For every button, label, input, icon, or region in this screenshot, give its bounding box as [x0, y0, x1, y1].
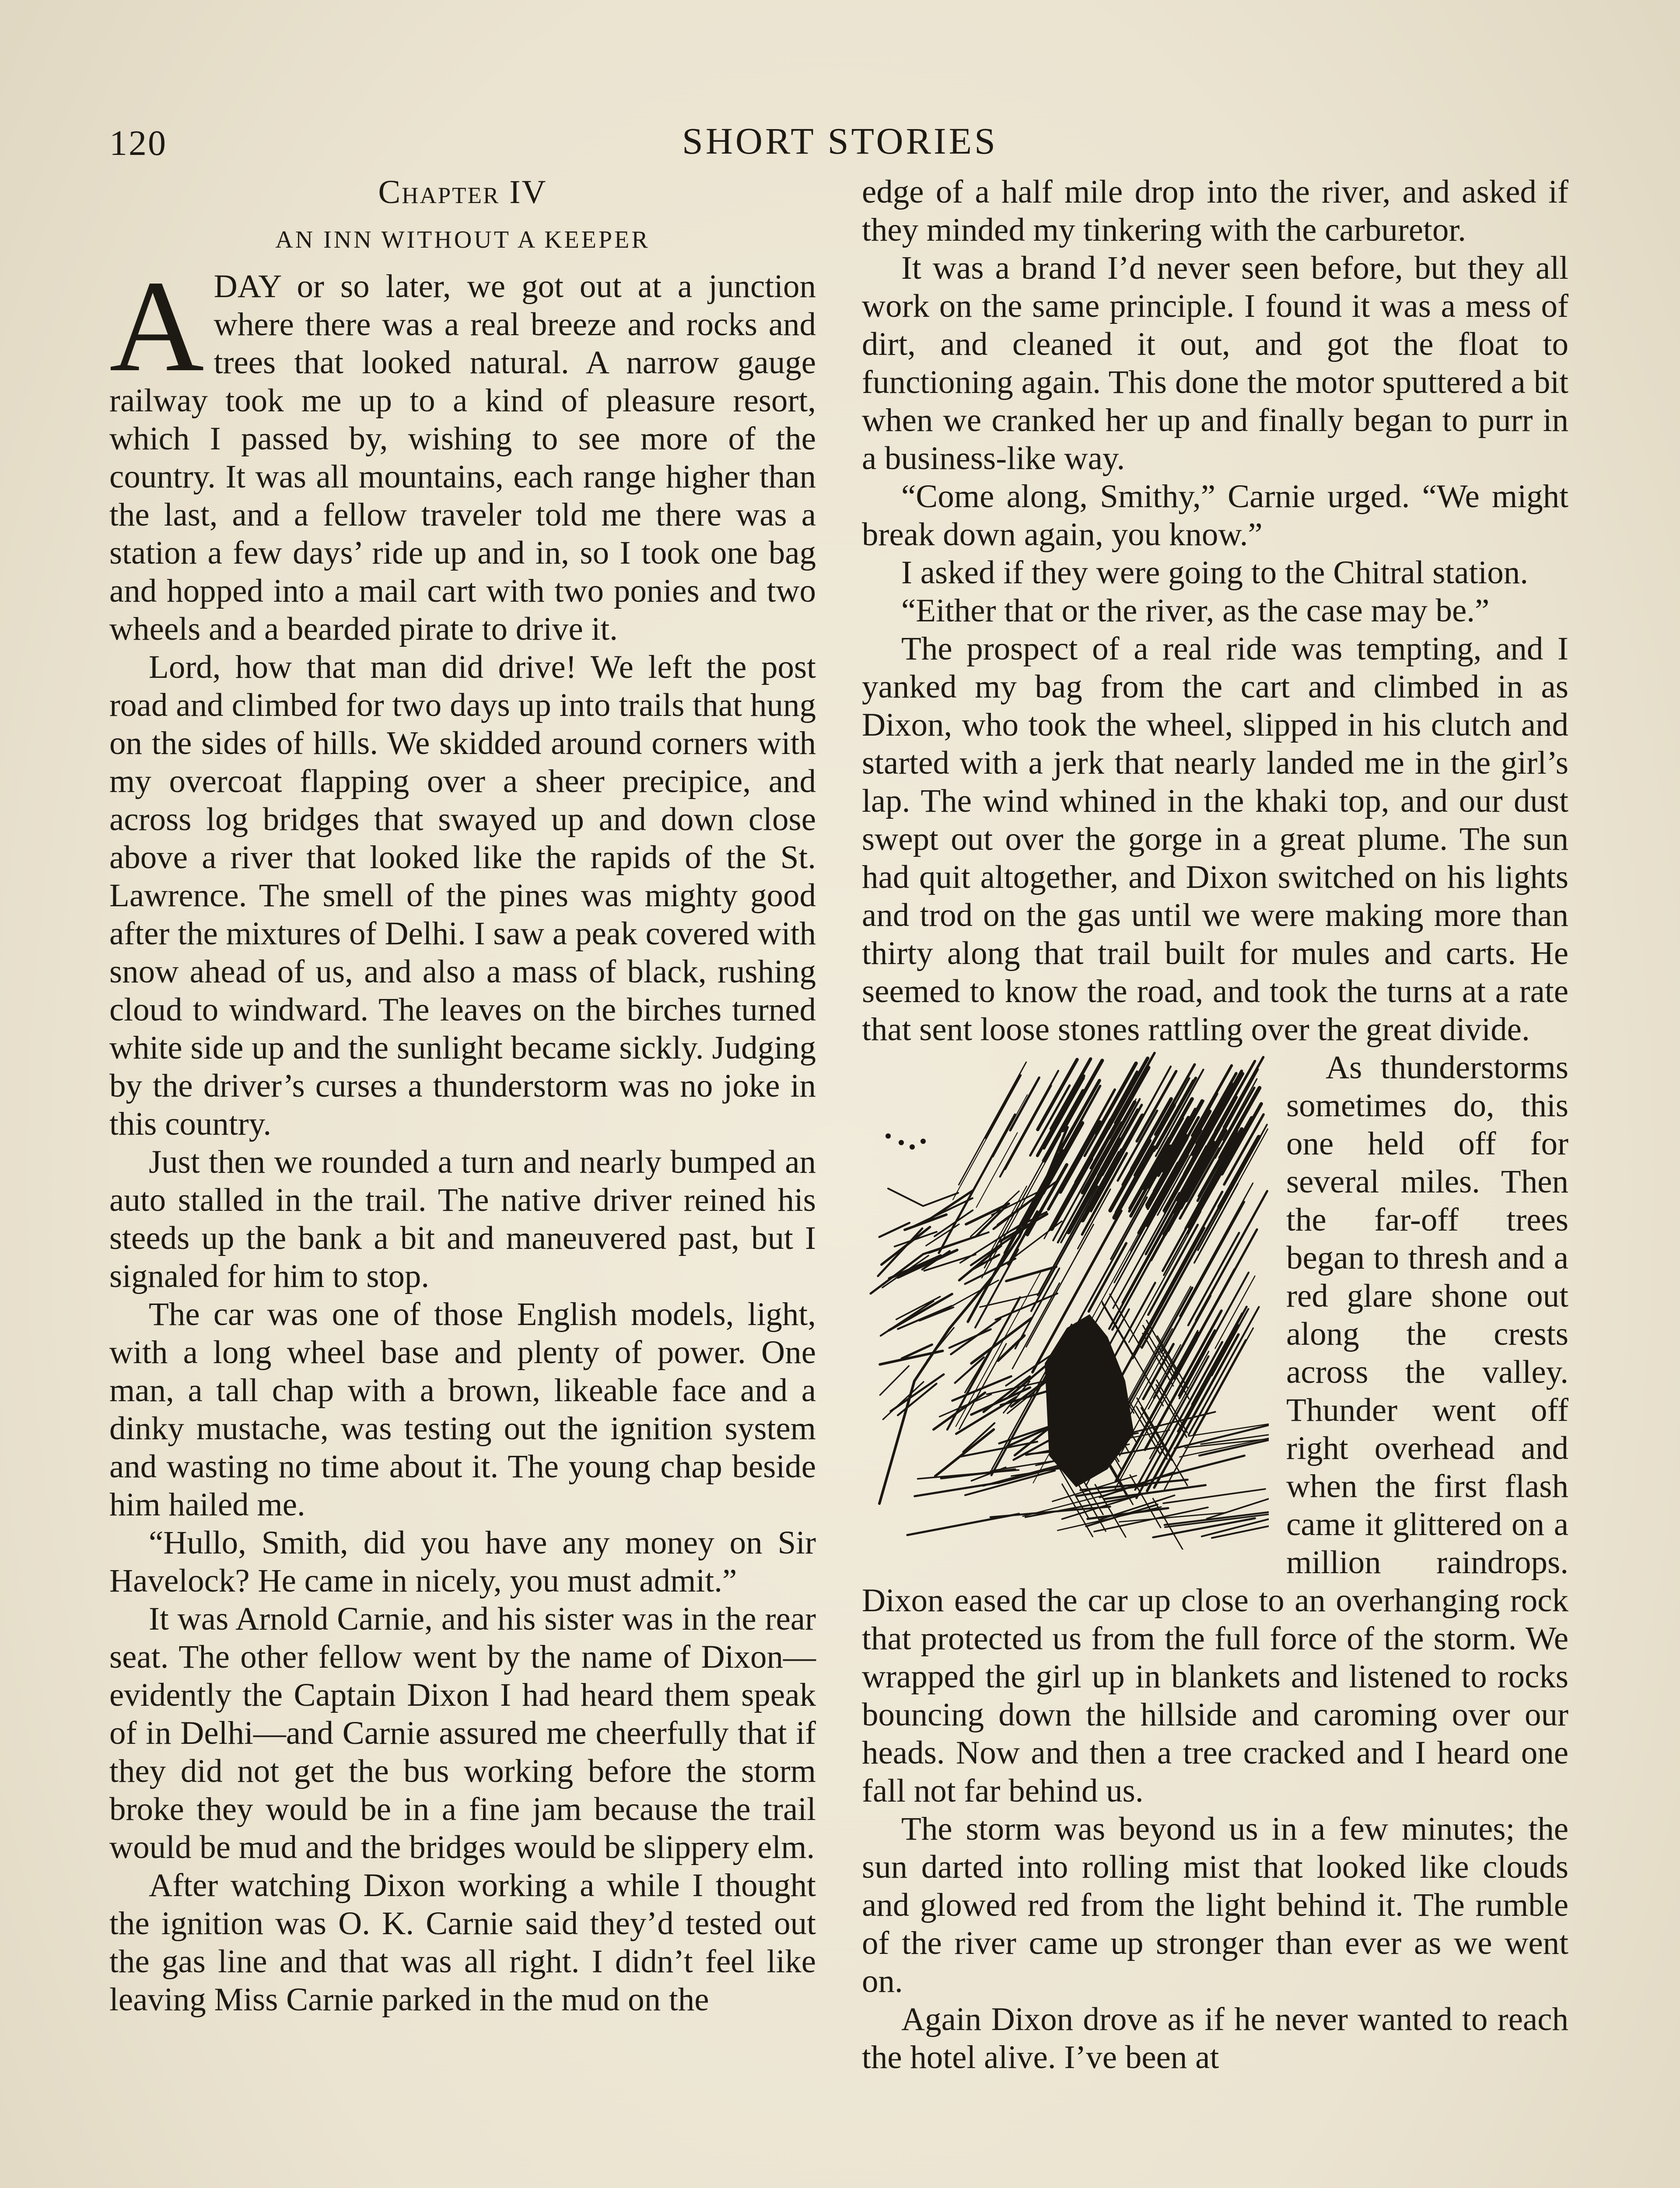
paragraph: After watching Dixon working a while I thought the ignition was O. K. Carnie said they’d tested out the gas line and that was all right. I didn’t feel like leaving Miss Carnie parked in the mud on the [109, 1867, 816, 2018]
page-number: 120 [109, 123, 167, 163]
paragraph: “Come along, Smithy,” Carnie urged. “We might break down again, you know.” [862, 478, 1568, 553]
paragraph: Just then we rounded a turn and nearly bumped an auto stalled in the trail. The native driver reined his steeds up the bank a bit and maneuvered past, but I signaled for him to stop. [109, 1144, 816, 1294]
opening-paragraph [109, 253, 816, 648]
right-column [862, 173, 1568, 2076]
chapter-subtitle: AN INN WITHOUT A KEEPER [275, 226, 650, 253]
paragraph-text: As thunderstorms sometimes do, this one held off for several miles. Then the far-off trees began to thresh and a red glare shone out along the crests across the valley. Thunder went off right overhead and when the first flash came it glittered on a million raindrops. Dixon eased the car up close to an overhanging rock that protected us from the full force of the storm. We wrapped the girl up in blankets and listened to rocks bouncing down the hillside and caroming over our heads. Now and then a tree cracked and I heard one fall not far behind us. [862, 1049, 1568, 1809]
storm-drawing-icon [862, 1048, 1269, 1550]
left-column [109, 173, 816, 2019]
paragraph: The car was one of those English models, light, with a long wheel base and plenty of power. One man, a tall chap with a brown, likeable face and a dinky mustache, was testing out the ignition system and wasting no time about it. The young chap beside him hailed me. [109, 1296, 816, 1523]
running-title: SHORT STORIES [682, 120, 998, 162]
paragraph-with-illustration [862, 1048, 1568, 1810]
opening-paragraph-text: DAY or so later, we got out at a junction where there was a real breeze and rocks and trees that looked natural. A narrow gauge railway took me up to a kind of pleasure resort, which I passed by, wishing to see more of the country. It was all mountains, each range higher than the last, and a fellow traveler told me there was a station a few days’ ride up and in, so I took one bag and hopped into a mail cart with two ponies and two wheels and a bearded pirate to drive it. [109, 268, 816, 647]
paragraph: The storm was beyond us in a few minutes; the sun darted into rolling mist that looked like clouds and glowed red from the light behind it. The rumble of the river came up stronger than ever as we went on. [862, 1811, 1568, 1999]
chapter-title: Chapter IV [378, 174, 547, 210]
paragraph: It was a brand I’d never seen before, but they all work on the same principle. I found it was a mess of dirt, and cleaned it out, and got the float to functioning again. This done the motor sputtered a bit when we cranked her up and finally began to purr in a business-like way. [862, 250, 1568, 477]
paragraph: I asked if they were going to the Chitral station. [901, 554, 1528, 591]
paragraph-continued: edge of a half mile drop into the river, and asked if they minded my tinkering with the carburetor. [862, 174, 1568, 248]
paragraph: The prospect of a real ride was tempting, and I yanked my bag from the cart and climbed in as Dixon, who took the wheel, slipped in his clutch and started with a jerk that nearly landed me in the girl’s lap. The wind whined in the khaki top, and our dust swept out over the gorge in a great plume. The sun had quit altogether, and Dixon switched on his lights and trod on the gas until we were making more than thirty along that trail built for mules and carts. He seemed to know the road, and took the turns at a rate that sent loose stones rattling over the great divide. [862, 631, 1568, 1048]
paragraph: “Hullo, Smith, did you have any money on Sir Havelock? He came in nicely, you must admit.” [109, 1525, 816, 1599]
drop-cap: A [109, 253, 204, 399]
paragraph: Again Dixon drove as if he never wanted to reach the hotel alive. I’ve been at [862, 2001, 1568, 2076]
paragraph: “Either that or the river, as the case may be.” [901, 593, 1490, 629]
paragraph: It was Arnold Carnie, and his sister was in the rear seat. The other fellow went by the name of Dixon—evidently the Captain Dixon I had heard them speak of in Delhi—and Carnie assured me cheerfully that if they did not get the bus working before the storm broke they would be in a fine jam because the trail would be mud and the bridges would be slippery elm. [109, 1601, 816, 1865]
storm-illustration [862, 1048, 1269, 1550]
paragraph: Lord, how that man did drive! We left the post road and climbed for two days up into trails that hung on the sides of hills. We skidded around corners with my overcoat flapping over a sheer precipice, and across log bridges that swayed up and down close above a river that looked like the rapids of the St. Lawrence. The smell of the pines was mighty good after the mixtures of Delhi. I saw a peak covered with snow ahead of us, and also a mass of black, rushing cloud to windward. The leaves on the birches turned white side up and the sunlight became sickly. Judging by the driver’s curses a thunderstorm was no joke in this country. [109, 649, 816, 1142]
